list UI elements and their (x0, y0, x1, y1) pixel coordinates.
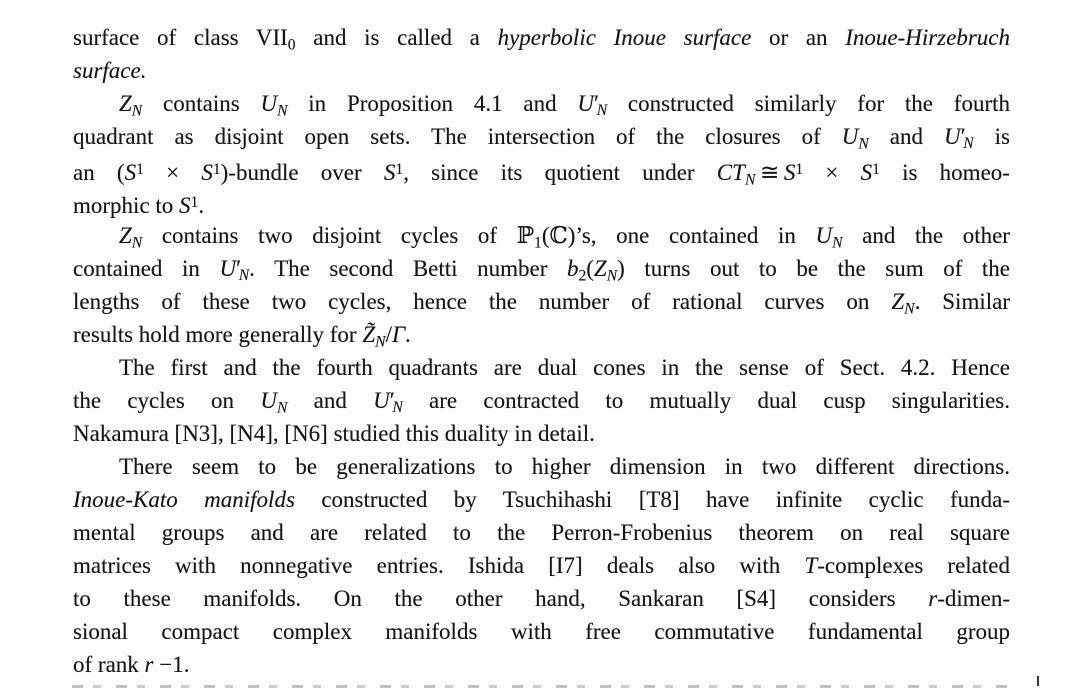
text-line-15 (73, 483, 1010, 516)
text-run: and (287, 388, 374, 413)
text-run-i: Z (119, 223, 132, 248)
text-run-i: S (201, 159, 213, 185)
text-line-10 (73, 318, 1010, 351)
text-run-i: Z (119, 91, 132, 116)
text-run: and the other (842, 223, 1010, 248)
text-run-isubtight: N (392, 399, 403, 417)
text-run: -dimen- (937, 586, 1010, 611)
text-run: is (973, 124, 1010, 149)
text-run-i: U (260, 388, 277, 413)
text-run: quadrant as disjoint open sets. The intersection of the closures of (73, 124, 842, 149)
text-run-isub: N (606, 267, 618, 285)
text-run: constructed by Tsuchihashi [T8] have infinite cyclic funda- (294, 487, 1010, 512)
text-run: . (405, 322, 411, 347)
text-run-i: CT (716, 159, 745, 185)
text-line-19 (73, 615, 1010, 648)
text-line-3 (73, 87, 1010, 120)
text-run: There seem to be generalizations to higher dimension in two different directions. (119, 454, 1010, 479)
text-line-16 (73, 516, 1010, 549)
text-run: an ( (73, 159, 125, 185)
text-run-i: U (815, 223, 833, 248)
text-line-17 (73, 549, 1010, 582)
text-run: × (803, 159, 861, 185)
text-run-i: surface. (73, 58, 147, 83)
text-run: ) (617, 256, 625, 281)
text-line-5 (73, 153, 1010, 189)
text-run: in Proposition 4.1 and (287, 91, 578, 116)
text-line-7 (73, 219, 1010, 252)
text-run-i: U (943, 124, 961, 149)
text-run-i: b (566, 256, 579, 281)
text-run: matrices with nonnegative entries. Ishida [I7] deals also with (73, 553, 805, 578)
text-run: ≅ (755, 159, 784, 185)
text-run: sional compact complex manifolds with free commutative fundamental group (73, 619, 1010, 644)
text-run-i: Γ (391, 322, 406, 347)
text-run-i: T (804, 553, 818, 578)
text-line-13 (73, 417, 1010, 450)
text-run: is homeo- (879, 159, 1010, 185)
text-run-i: S (124, 159, 137, 185)
text-run: results hold more generally for (73, 322, 363, 347)
text-run-sup: 1 (212, 161, 221, 178)
text-run-i: S (383, 159, 396, 185)
text-line-12 (73, 384, 1010, 417)
text-run: are contracted to mutually dual cusp singularities. (402, 388, 1010, 413)
text-run: to these manifolds. On the other hand, Sankaran [S4] considers (73, 586, 929, 611)
text-run-i: S (179, 192, 191, 218)
text-run: constructed similarly for the fourth (607, 91, 1010, 116)
text-run: × (143, 159, 202, 185)
text-run: contains two disjoint cycles of (142, 223, 517, 248)
text-run-i: Inoue-Hirzebruch (845, 25, 1010, 50)
text-run-i: U (577, 91, 595, 116)
text-run-isub: N (904, 300, 915, 318)
text-run-i: U (219, 256, 237, 281)
text-run: mental groups and are related to the Perron-Frobenius theorem on real square (73, 520, 1010, 545)
text-run: morphic to (73, 192, 180, 218)
text-run-i: S (783, 159, 796, 185)
text-run: ′ (389, 388, 395, 413)
scan-artifact-tick (1037, 676, 1039, 686)
text-run-i: r (928, 586, 938, 611)
text-run-isub: N (744, 171, 756, 189)
page-text (73, 21, 1010, 681)
text-run-isub: N (858, 135, 869, 153)
text-run: ( (586, 256, 594, 281)
text-run-i: U (841, 124, 859, 149)
text-run: ′ (960, 124, 966, 149)
text-line-1 (73, 21, 1010, 54)
text-run-i: hyperbolic Inoue surface (497, 25, 752, 50)
text-run-isub: N (276, 399, 288, 417)
text-run: ′ (236, 256, 242, 281)
text-line-6 (73, 186, 1010, 219)
text-line-2 (73, 54, 1010, 87)
text-run: -complexes related (817, 553, 1010, 578)
text-run: ℙ (516, 223, 534, 248)
text-run: contained in (73, 256, 220, 281)
text-run: )-bundle over (220, 159, 384, 185)
text-run: and (868, 124, 944, 149)
text-run-isub: N (832, 234, 843, 252)
text-run-i: S (860, 159, 873, 185)
text-run: , since its quotient under (403, 159, 717, 185)
text-run: of rank (73, 652, 145, 677)
text-line-18 (73, 582, 1010, 615)
text-line-8 (73, 252, 1010, 285)
text-run: the cycles on (73, 388, 261, 413)
text-run-isub: N (131, 102, 143, 120)
text-run-isub: N (131, 234, 143, 252)
text-run: / (385, 322, 392, 347)
text-run: surface of class VII (73, 25, 288, 50)
text-run-isubtight: N (596, 102, 608, 120)
text-run-sup: 1 (872, 161, 880, 178)
text-run-sub: 0 (287, 36, 296, 54)
text-run-isub: N (375, 333, 386, 351)
text-line-11 (73, 351, 1010, 384)
text-run: turns out to be the sum of the (624, 256, 1011, 281)
text-run-isubtight: N (238, 267, 250, 285)
text-run-i: Z̃ (362, 322, 376, 347)
text-run-sup: 1 (395, 161, 404, 178)
text-run: (ℂ)’s, one contained in (541, 223, 816, 248)
text-run-isub: N (277, 102, 288, 120)
text-run-isubtight: N (963, 135, 974, 153)
text-run: or an (751, 25, 846, 50)
text-run-sup: 1 (136, 161, 144, 178)
text-run-sup: 1 (190, 194, 199, 211)
text-run: . Similar (914, 289, 1010, 314)
text-run-sub: 1 (534, 234, 542, 252)
text-line-4 (73, 120, 1010, 153)
text-run: −1. (153, 652, 190, 677)
text-run: The first and the fourth quadrants are dual cones in the sense of Sect. 4.2. Hence (119, 355, 1010, 380)
text-run-i: r (144, 652, 154, 677)
text-run-i: Inoue-Kato manifolds (73, 487, 295, 512)
text-run: . (198, 192, 205, 218)
text-run: contains (142, 91, 261, 116)
text-run-i: Z (891, 289, 905, 314)
text-run: lengths of these two cycles, hence the number of rational curves on (73, 289, 892, 314)
text-run-i: U (260, 91, 278, 116)
text-run-i: U (373, 388, 390, 413)
text-line-20 (73, 648, 1010, 681)
text-line-14 (73, 450, 1010, 483)
text-run-sub: 2 (578, 267, 587, 285)
text-run-i: Z (593, 256, 607, 281)
text-run: . The second Betti number (249, 256, 567, 281)
text-run-sup: 1 (795, 161, 804, 178)
text-run: ′ (594, 91, 600, 116)
text-run: Nakamura [N3], [N4], [N6] studied this duality in detail. (73, 421, 595, 446)
text-run: and is called a (295, 25, 498, 50)
text-line-9 (73, 285, 1010, 318)
